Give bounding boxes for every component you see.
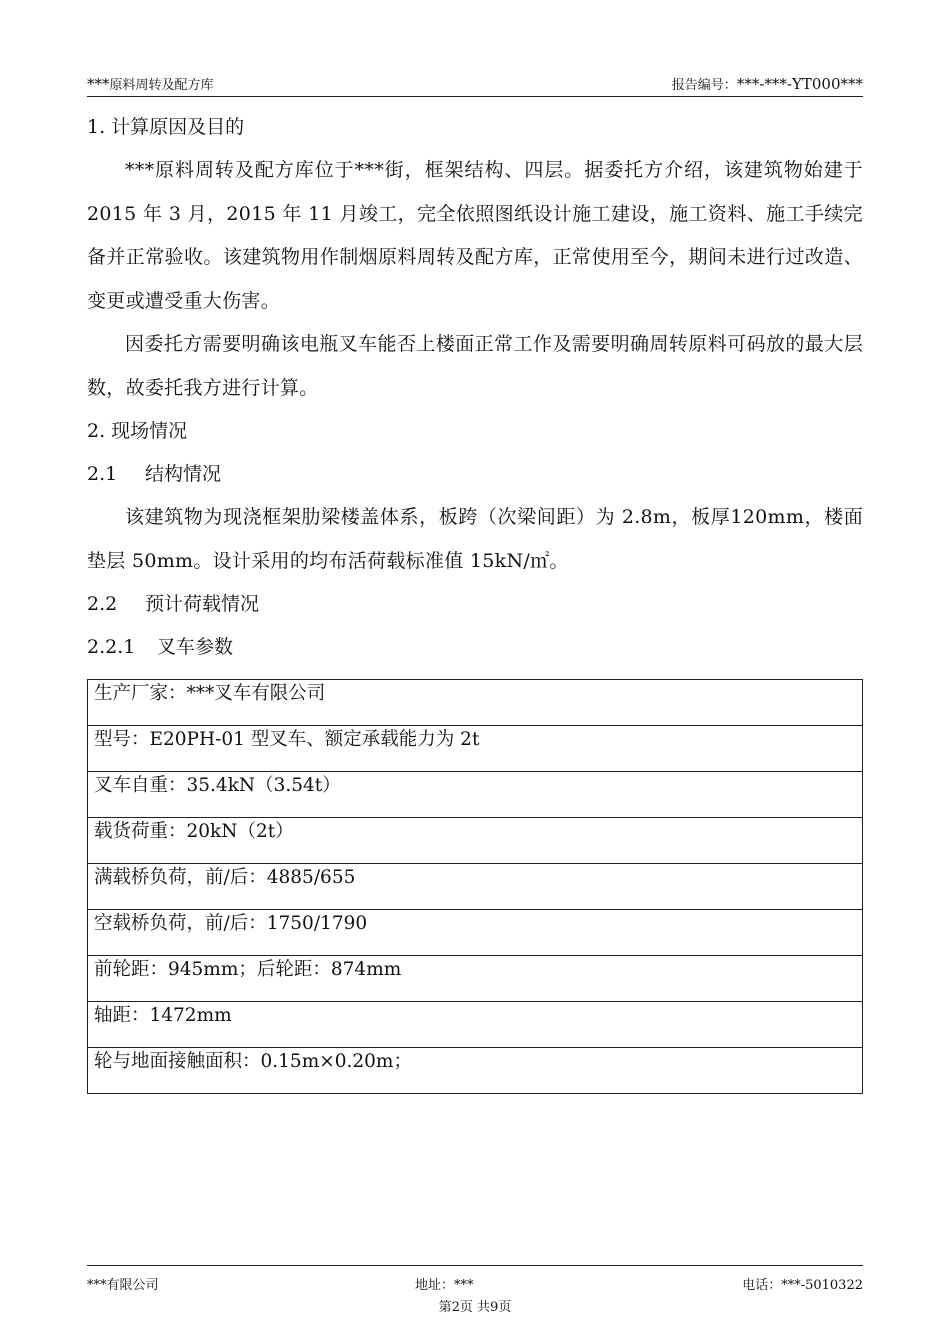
section-2-2-title: 预计荷载情况: [145, 593, 260, 615]
report-number-label: 报告编号：: [671, 78, 737, 93]
table-row: [88, 726, 863, 772]
table-cell: 前轮距：945mm；后轮距：874mm: [88, 956, 863, 1002]
table-cell: 轴距：1472mm: [88, 1002, 863, 1048]
report-number-value: ***-***-YT000***: [736, 75, 863, 93]
table-row: [88, 956, 863, 1002]
footer-company: ***有限公司: [87, 1278, 159, 1293]
table-cell: 空载桥负荷，前/后：1750/1790: [88, 910, 863, 956]
footer-address: 地址：***: [415, 1278, 474, 1293]
table-row: [88, 772, 863, 818]
header-stars: ***: [87, 75, 110, 93]
section-2-heading: 2. 现场情况: [87, 420, 188, 442]
section-2-1-paragraph: 该建筑物为现浇框架肋梁楼盖体系，板跨（次梁间距）为 2.8m，板厚120mm，楼面垫层 50mm。设计采用的均布活荷载标准值 15kN/㎡。: [87, 506, 863, 572]
forklift-params-table: [87, 679, 863, 1094]
table-cell: 生产厂家：***叉车有限公司: [88, 680, 863, 726]
section-1-heading: 1. 计算原因及目的: [87, 116, 245, 138]
section-1-paragraph-1: ***原料周转及配方库位于***街，框架结构、四层。据委托方介绍，该建筑物始建于 2015 年 3 月，2015 年 11 月竣工，完全依照图纸设计施工建设，施工资料、施工手续完备并正常验收。该建筑物用作制烟原料周转及配方库，正常使用至今，期间未进行过改造、变更或遭受重大伤害。: [87, 159, 863, 312]
document-body: [87, 106, 863, 669]
table-row: [88, 910, 863, 956]
footer-phone: 电话：***-5010322: [742, 1278, 863, 1293]
page-footer: [87, 1265, 863, 1326]
section-1-paragraph-2: 因委托方需要明确该电瓶叉车能否上楼面正常工作及需要明确周转原料可码放的最大层数，故委托我方进行计算。: [87, 333, 863, 399]
section-2-2-1-heading: [87, 626, 863, 669]
section-2-1-title: 结构情况: [145, 463, 222, 485]
page-header: [87, 70, 863, 97]
table-cell: 满载桥负荷，前/后：4885/655: [88, 864, 863, 910]
section-2-2-heading: [87, 583, 863, 626]
table-cell: 叉车自重：35.4kN（3.54t）: [88, 772, 863, 818]
table-cell: 轮与地面接触面积：0.15m×0.20m；: [88, 1048, 863, 1094]
table-cell: 载货荷重：20kN（2t）: [88, 818, 863, 864]
section-2-2-1-number: 2.2.1: [87, 636, 136, 658]
table-cell: 型号：E20PH-01 型叉车、额定承载能力为 2t: [88, 726, 863, 772]
section-2-1-heading: [87, 453, 863, 496]
section-2-2-1-title: 叉车参数: [157, 636, 234, 658]
table-row: [88, 1002, 863, 1048]
report-number: [672, 74, 863, 93]
table-row: [88, 818, 863, 864]
table-row: [88, 1048, 863, 1094]
header-title-text: 原料周转及配方库: [109, 78, 214, 93]
section-2-1-number: 2.1: [87, 463, 118, 485]
section-2-2-number: 2.2: [87, 593, 118, 615]
table-row: [88, 864, 863, 910]
table-row: [88, 680, 863, 726]
header-title: [87, 74, 214, 93]
page-number: 第2页 共9页: [438, 1300, 512, 1315]
